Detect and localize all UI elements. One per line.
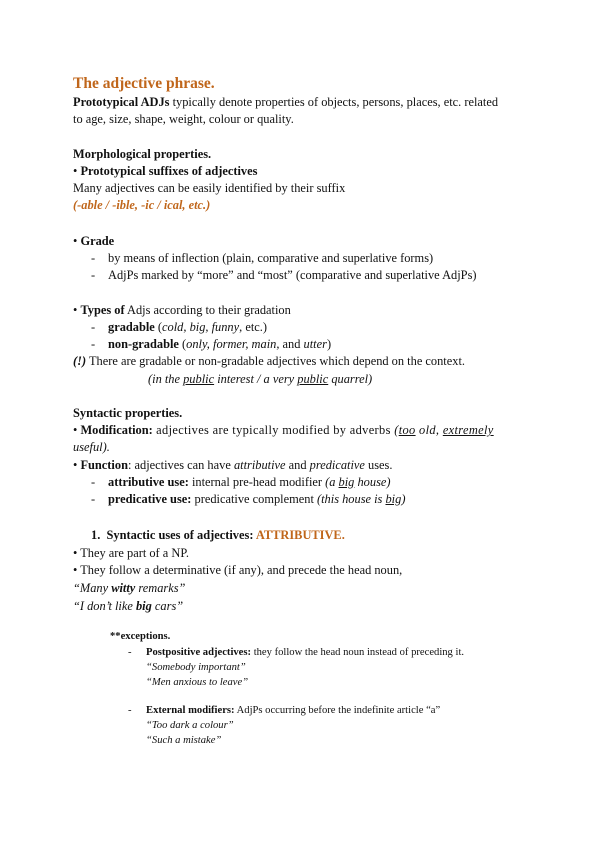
note-text: There are gradable or non-gradable adjectives which depend on the context. (86, 354, 465, 368)
ex1-part-c: remarks” (135, 581, 186, 595)
mod-ex-too: too (398, 423, 416, 437)
suffix-examples (73, 197, 210, 213)
morph-heading (73, 146, 211, 162)
modification-label: Modification: (80, 423, 153, 437)
dash-icon: - (128, 705, 132, 716)
external-modifiers-item (146, 704, 440, 718)
attributive-line-2 (73, 562, 402, 578)
mod-ex-extremely: extremely (442, 423, 494, 437)
suffix-bullet-label: Prototypical suffixes of adjectives (80, 164, 258, 178)
modification-line-2: useful). (73, 440, 110, 454)
gradable-label: gradable (108, 320, 155, 334)
pred-ex-part-2: ) (401, 492, 406, 506)
modification-examples (394, 423, 493, 437)
modification-line-1 (73, 422, 494, 438)
types-label: Types of (80, 303, 125, 317)
dash-icon: - (91, 337, 96, 351)
section-1-heading (91, 527, 345, 543)
dash-icon: - (91, 475, 96, 489)
function-predicative: predicative (309, 458, 365, 472)
note-ex-part-1: (in the (148, 372, 184, 386)
grade-item-1: by means of inflection (plain, comparative and superlative forms) (108, 251, 434, 265)
paren-close: ) (326, 337, 332, 351)
function-label: Function (80, 458, 128, 472)
grade-label: Grade (80, 234, 115, 248)
predicative-use-item (108, 491, 405, 507)
predicative-use-example (317, 492, 405, 506)
attributive-use-label: attributive use: (108, 475, 189, 489)
bullet-icon: • (73, 164, 78, 178)
bullet-icon: • (73, 234, 78, 248)
paren-open: ( (178, 337, 187, 351)
dash-icon: - (128, 647, 132, 658)
note-ex-public-2: public (297, 372, 329, 386)
mod-ex-old: old, (415, 423, 443, 437)
postpositive-item (146, 646, 464, 660)
pred-ex-big: big (385, 492, 402, 506)
intro-line-2: to age, size, shape, weight, colour or quality. (73, 112, 294, 126)
intro-rest-1: typically denote properties of objects, persons, places, etc. related (169, 95, 499, 109)
attr-ex-part-2: house) (354, 475, 391, 489)
bullet-icon: • (73, 563, 78, 577)
gradable-examples: cold, big, funny (162, 320, 240, 334)
bullet-icon: • (73, 458, 78, 472)
ex2-part-a: “I don’t like (73, 599, 136, 613)
nongradable-examples: only, former, main, (186, 337, 280, 351)
suffix-text: Many adjectives can be easily identified by their suffix (73, 181, 346, 195)
attributive-line-1-text: They are part of a NP. (80, 546, 189, 560)
gradable-item (108, 319, 267, 335)
external-example-2: “Such a mistake” (146, 735, 222, 746)
page-title: The adjective phrase. (73, 75, 215, 92)
function-uses: uses. (364, 458, 393, 472)
context-example (148, 371, 372, 387)
morph-heading-text: Morphological properties. (73, 147, 212, 161)
nongradable-label: non-gradable (108, 337, 179, 351)
bullet-icon: • (73, 303, 78, 317)
predicative-use-text: predicative complement (191, 492, 317, 506)
intro-lead: Prototypical ADJs (73, 95, 170, 109)
grade-bullet (73, 233, 114, 249)
and-text: and (279, 337, 304, 351)
nongradable-example-2: utter (303, 337, 327, 351)
dash-icon: - (91, 492, 96, 506)
postpositive-text: they follow the head noun instead of preceding it. (251, 647, 465, 658)
grade-item-2: AdjPs marked by “more” and “most” (comparative and superlative AdjPs) (108, 268, 477, 282)
note-ex-part-3: quarrel) (328, 372, 373, 386)
attr-ex-part-1: (a (325, 475, 339, 489)
external-modifiers-label: External modifiers: (146, 705, 235, 716)
ex2-part-b: big (135, 599, 152, 613)
function-attributive: attributive (233, 458, 286, 472)
suffix-bullet (73, 163, 257, 179)
section-number: 1. (91, 528, 101, 542)
dash-icon: - (91, 268, 96, 282)
types-rest: Adjs according to their gradation (124, 303, 291, 317)
paren-open: ( (394, 423, 399, 437)
external-modifiers-text: AdjPs occurring before the indefinite article “a” (234, 705, 441, 716)
syntax-heading-text: Syntactic properties. (73, 406, 183, 420)
attributive-use-text: internal pre-head modifier (188, 475, 326, 489)
dash-icon: - (91, 251, 96, 265)
attributive-use-item (108, 474, 391, 490)
section-heading-text: Syntactic uses of adjectives: (106, 528, 256, 542)
bullet-icon: • (73, 546, 78, 560)
types-bullet (73, 302, 291, 318)
pred-ex-part-1: (this house is (316, 492, 386, 506)
intro-line-1 (73, 94, 498, 110)
note-ex-part-2: interest / a very (214, 372, 298, 386)
note-mark: (!) (73, 354, 87, 368)
predicative-use-label: predicative use: (108, 492, 192, 506)
ex2-part-c: cars” (151, 599, 184, 613)
context-note (73, 353, 465, 369)
nongradable-item (108, 336, 331, 352)
ex1-part-b: witty (111, 581, 136, 595)
function-text: : adjectives can have (127, 458, 234, 472)
postpositive-example-1: “Somebody important” (146, 662, 246, 673)
postpositive-example-2: “Men anxious to leave” (146, 677, 249, 688)
example-big-cars (73, 598, 183, 614)
postpositive-label: Postpositive adjectives: (146, 647, 252, 658)
attr-ex-big: big (338, 475, 355, 489)
dash-icon: - (91, 320, 96, 334)
and-text: and (285, 458, 310, 472)
bullet-icon: • (73, 423, 78, 437)
modification-text: adjectives are typically modified by adverbs (152, 423, 395, 437)
exceptions-text: **exceptions. (110, 631, 171, 642)
exceptions-heading (110, 630, 170, 644)
note-ex-public-1: public (183, 372, 215, 386)
function-line (73, 457, 392, 473)
external-example-1: “Too dark a colour” (146, 720, 234, 731)
example-many-witty (73, 580, 185, 596)
suffix-examples-text: (-able / -ible, -ic / ical, etc.) (73, 198, 211, 212)
section-heading-accent: ATTRIBUTIVE. (255, 528, 345, 542)
attributive-line-1 (73, 545, 189, 561)
ex1-part-a: “Many (73, 581, 112, 595)
syntax-heading (73, 405, 182, 421)
paren-open: ( (154, 320, 163, 334)
paren-close: , etc.) (239, 320, 268, 334)
attributive-use-example (325, 475, 390, 489)
attributive-line-2-text: They follow a determinative (if any), and precede the head noun, (80, 563, 403, 577)
